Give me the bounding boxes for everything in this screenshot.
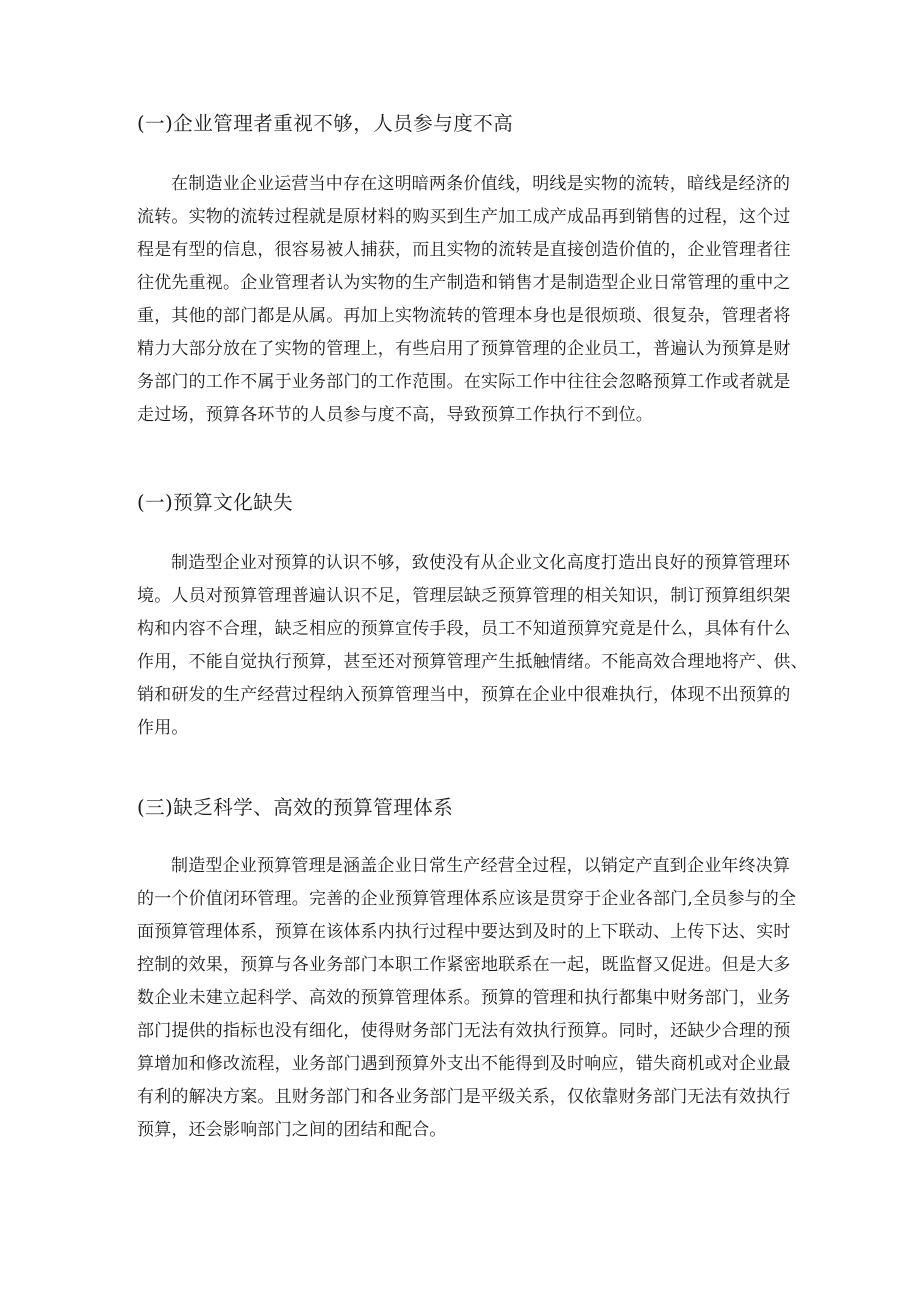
paragraph-line: 境。人员对预算管理普遍认识不足，管理层缺乏预算管理的相关知识，制订预算组织架 xyxy=(137,586,791,606)
paragraph-line: 在制造业企业运营当中存在这明暗两条价值线，明线是实物的流转，暗线是经济的 xyxy=(171,174,791,194)
paragraph-line: 有利的解决方案。且财务部门和各业务部门是平级关系，仅依靠财务部门无法有效执行 xyxy=(137,1087,791,1107)
paragraph-line: 部门提供的指标也没有细化，使得财务部门无法有效执行预算。同时，还缺少合理的预 xyxy=(137,1021,791,1041)
paragraph-line: 控制的效果，预算与各业务部门本职工作紧密地联系在一起，既监督又促进。但是大多 xyxy=(137,955,791,975)
section-paragraph-1 xyxy=(137,168,791,432)
section-heading-1: (一)企业管理者重视不够，人员参与度不高 xyxy=(137,112,514,135)
paragraph-line: 构和内容不合理，缺乏相应的预算宣传手段，员工不知道预算究竟是什么，具体有什么 xyxy=(137,619,791,639)
paragraph-line: 流转。实物的流转过程就是原材料的购买到生产加工成产成品再到销售的过程，这个过 xyxy=(137,207,791,227)
paragraph-line: 的一个价值闭环管理。完善的企业预算管理体系应该是贯穿于企业各部门,全员参与的全 xyxy=(137,889,797,909)
paragraph-line: 重，其他的部门都是从属。再加上实物流转的管理本身也是很烦琐、很复杂，管理者将 xyxy=(137,306,791,326)
paragraph-line: 制造型企业对预算的认识不够，致使没有从企业文化高度打造出良好的预算管理环 xyxy=(171,553,791,573)
section-heading-3: (三)缺乏科学、高效的预算管理体系 xyxy=(137,796,454,819)
paragraph-line: 精力大部分放在了实物的管理上，有些启用了预算管理的企业员工，普遍认为预算是财 xyxy=(137,339,791,359)
paragraph-line: 作用，不能自觉执行预算，甚至还对预算管理产生抵触情绪。不能高效合理地将产、供、 xyxy=(137,652,808,672)
paragraph-line: 往优先重视。企业管理者认为实物的生产制造和销售才是制造型企业日常管理的重中之 xyxy=(137,273,791,293)
section-paragraph-2 xyxy=(137,547,808,745)
paragraph-line: 务部门的工作不属于业务部门的工作范围。在实际工作中往往会忽略预算工作或者就是 xyxy=(137,372,791,392)
section-heading-2: (一)预算文化缺失 xyxy=(137,491,294,514)
paragraph-line: 程是有型的信息，很容易被人捕获，而且实物的流转是直接创造价值的，企业管理者往 xyxy=(137,240,791,260)
paragraph-line: 销和研发的生产经营过程纳入预算管理当中，预算在企业中很难执行，体现不出预算的 xyxy=(137,685,791,705)
paragraph-line: 预算，还会影响部门之间的团结和配合。 xyxy=(137,1120,447,1140)
paragraph-line: 作用。 xyxy=(137,718,189,738)
section-paragraph-3 xyxy=(137,850,797,1147)
paragraph-line: 算增加和修改流程，业务部门遇到预算外支出不能得到及时响应，错失商机或对企业最 xyxy=(137,1054,791,1074)
paragraph-line: 制造型企业预算管理是涵盖企业日常生产经营全过程，以销定产直到企业年终决算 xyxy=(171,856,791,876)
paragraph-line: 走过场，预算各环节的人员参与度不高，导致预算工作执行不到位。 xyxy=(137,405,653,425)
paragraph-line: 面预算管理体系，预算在该体系内执行过程中要达到及时的上下联动、上传下达、实时 xyxy=(137,922,791,942)
paragraph-line: 数企业未建立起科学、高效的预算管理体系。预算的管理和执行都集中财务部门，业务 xyxy=(137,988,791,1008)
